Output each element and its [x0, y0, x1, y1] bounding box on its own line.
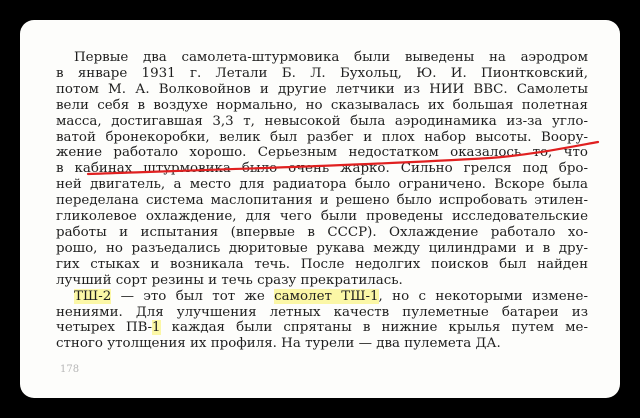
- text-line: потом М. А. Волковойнов и другие летчики из НИИ ВВС. Самолеты: [56, 81, 588, 97]
- text-fragment: четырех ПВ-: [56, 320, 153, 336]
- text-line: Первые два самолета-штурмовика были выведены на аэродром: [74, 50, 588, 65]
- text-line: гликолевое охлаждение, для чего были проведены исследовательские: [56, 209, 588, 225]
- highlighted-text: ТШ-2: [74, 288, 112, 304]
- text-line: работы и испытания (впервые в СССР). Охлаждение работало хо-: [56, 224, 588, 240]
- text-fragment: каждая были спрятаны в нижние крылья путем ме-: [160, 320, 588, 336]
- text-fragment: , но с некоторыми измене-: [378, 288, 588, 304]
- scanned-page: [20, 20, 620, 398]
- text-line: вели себя в воздухе нормально, но сказывалась их большая полетная: [56, 97, 588, 113]
- red-pen-annotation: [20, 20, 620, 398]
- highlighted-text: 1: [152, 320, 161, 336]
- text-line: масса, достигавшая 3,3 т, невысокой была аэродинамика из-за угло-: [56, 113, 588, 129]
- text-line: переделана система маслопитания и решено было испробовать этилен-: [56, 193, 588, 209]
- page-number: 178: [60, 364, 80, 375]
- text-line: жение работало хорошо. Серьезным недостатком оказалось то, что: [56, 145, 588, 161]
- text-line: ней двигатель, а место для радиатора было ограничено. Вскоре была: [56, 177, 588, 193]
- text-line: ватой бронекоробки, велик был разбег и плох набор высоты. Воору-: [56, 129, 588, 145]
- text-line: стного утолщения их профиля. На турели — два пулемета ДА.: [56, 336, 501, 352]
- text-fragment: — это был тот же: [111, 288, 275, 304]
- text-line: в январе 1931 г. Летали Б. Л. Бухольц, Ю. И. Пионтковский,: [56, 65, 588, 81]
- text-line: в кабинах штурмовика было очень жарко. Сильно грелся под бро-: [56, 161, 588, 177]
- text-line: гих стыках и возникала течь. После недолгих поисков был найден: [56, 256, 588, 272]
- highlighted-text: самолет ТШ-1: [274, 288, 379, 304]
- text-line: лучший сорт резины и течь сразу прекратилась.: [56, 272, 403, 288]
- text-line: рошо, но разъедались дюритовые рукава между цилиндрами и в дру-: [56, 240, 588, 256]
- text-line: нениями. Для улучшения летных качеств пулеметные батареи из: [56, 304, 588, 320]
- red-underline-mark: [88, 142, 598, 174]
